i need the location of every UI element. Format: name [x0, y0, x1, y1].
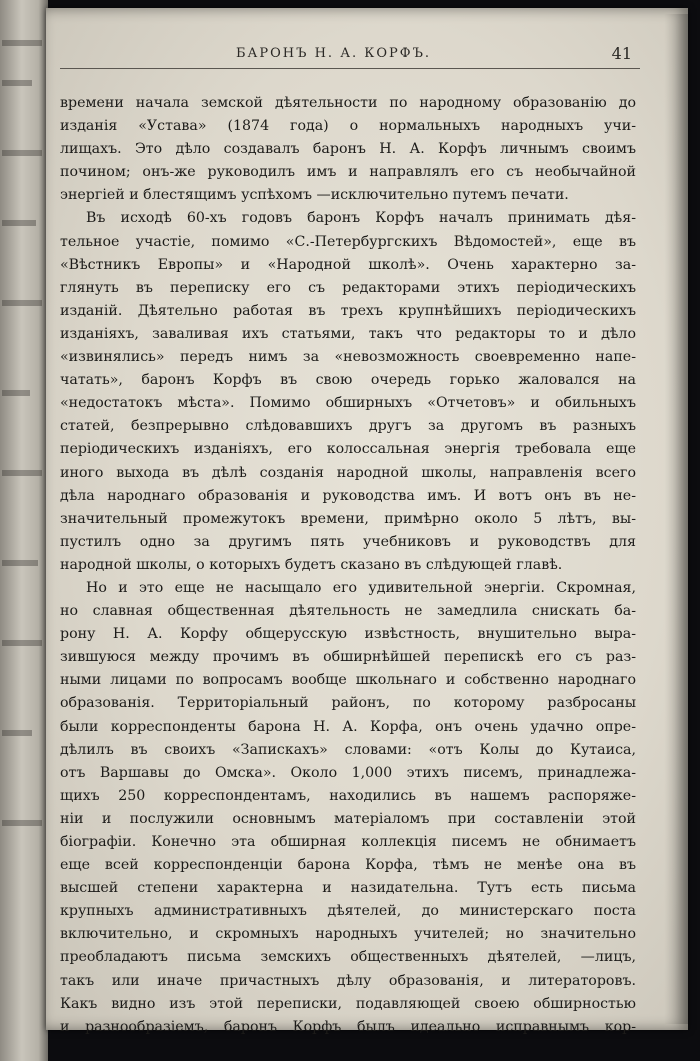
text-line: и разнообразіемъ, баронъ Корфъ былъ идеально исправнымъ кор-: [60, 1018, 636, 1035]
text-line: зившуюся между прочимъ въ обширнѣйшей перепискѣ его съ раз-: [60, 649, 636, 666]
text-line: времени начала земской дѣятельности по народному образованію до: [60, 95, 636, 111]
text-line: періодическихъ изданіяхъ, его колоссальная энергія требовала еще: [60, 441, 636, 458]
text-line: иного выхода въ дѣлѣ созданія народной школы, направленія всего: [60, 464, 636, 481]
text-line: пустилъ одно за другимъ пять учебниковъ и руководствъ для: [60, 533, 636, 550]
header-rule: [60, 68, 640, 69]
text-line: щихъ 250 корреспондентамъ, находились въ нашемъ распоряже-: [60, 787, 636, 804]
text-line: отъ Варшавы до Омска». Около 1,000 этихъ писемъ, принадлежа-: [60, 764, 636, 781]
body-text: [60, 92, 636, 1039]
text-line: статей, безпрерывно слѣдовавшихъ другъ за другомъ въ разныхъ: [60, 418, 636, 435]
text-line: ными лицами по вопросамъ вообще школьнаго и собственно народнаго: [60, 672, 636, 689]
text-line: чатать», баронъ Корфъ въ свою очередь горько жаловался на: [60, 372, 636, 389]
text-line: высшей степени характерна и назидательна. Тутъ есть письма: [60, 880, 636, 897]
facing-page-edge: [0, 0, 48, 1061]
text-line: энергіей и блестящимъ успѣхомъ —исключительно путемъ печати.: [60, 187, 569, 204]
text-line: «извинялись» передъ нимъ за «невозможность своевременно напе-: [60, 349, 636, 366]
running-head: [60, 44, 640, 70]
text-line: «Вѣстникъ Европы» и «Народной школѣ». Очень характерно за-: [60, 256, 636, 273]
text-line: Въ исходѣ 60-хъ годовъ баронъ Корфъ началъ принимать дѣя-: [86, 210, 636, 227]
text-line: Но и это еще не насыщало его удивительной энергіи. Скромная,: [86, 579, 636, 596]
text-line: народной школы, о которыхъ будетъ сказано въ слѣдующей главѣ.: [60, 556, 563, 573]
text-line: такъ или иначе причастныхъ дѣлу образованія, и литераторовъ.: [60, 972, 636, 989]
text-line: почином; онъ-же руководилъ имъ и направлялъ его съ необычайной: [60, 164, 636, 181]
text-line: преобладаютъ письма земскихъ общественныхъ дѣятелей, —лицъ,: [60, 949, 636, 966]
text-line: значительный промежутокъ времени, примѣрно около 5 лѣтъ, вы-: [60, 510, 636, 527]
text-line: крупныхъ административныхъ дѣятелей, до министерскаго поста: [60, 903, 636, 920]
text-line: Какъ видно изъ этой переписки, подавляющей своею обширностью: [60, 995, 636, 1012]
text-line: дѣла народнаго образованія и руководства имъ. И вотъ онъ въ не-: [60, 487, 636, 504]
text-line: біографіи. Конечно эта обширная коллекція писемъ не обнимаетъ: [60, 834, 636, 850]
text-line: изданіяхъ, заваливая ихъ статьями, такъ что редакторы то и дѣло: [60, 325, 636, 342]
text-line: включительно, и скромныхъ народныхъ учителей; но значительно: [60, 926, 636, 943]
text-line: изданій. Дѣятельно работая въ трехъ крупнѣйшихъ періодическихъ: [60, 302, 636, 319]
page-number: 41: [611, 44, 632, 63]
text-line: еще всей корреспонденціи барона Корфа, тѣмъ не менѣе она въ: [60, 857, 636, 874]
text-line: глянуть въ переписку его съ редакторами этихъ періодическихъ: [60, 279, 636, 296]
text-line: ніи и послужили основнымъ матеріаломъ при составленіи этой: [60, 810, 636, 827]
text-line: «недостатокъ мѣста». Помимо обширныхъ «Отчетовъ» и обильныхъ: [60, 395, 636, 412]
text-line: образованія. Территоріальный районъ, по которому разбросаны: [60, 695, 636, 712]
text-line: тельное участіе, помимо «С.-Петербургскихъ Вѣдомостей», еще въ: [60, 233, 636, 250]
text-line: рону Н. А. Корфу общерусскую извѣстность, внушительно выра-: [60, 626, 636, 643]
text-line: но славная общественная дѣятельность не замедлила снискать ба-: [60, 603, 636, 620]
text-line: изданія «Устава» (1874 года) о нормальныхъ народныхъ учи-: [60, 118, 636, 135]
text-line: дѣлилъ въ своихъ «Запискахъ» словами: «отъ Колы до Кутаиса,: [60, 741, 636, 758]
text-line: были корреспонденты барона Н. А. Корфа, онъ очень удачно опре-: [60, 718, 636, 735]
running-title: БАРОНЪ Н. А. КОРФЪ.: [236, 46, 432, 61]
text-line: лищахъ. Это дѣло создавалъ баронъ Н. А. Корфъ личнымъ своимъ: [60, 141, 636, 158]
